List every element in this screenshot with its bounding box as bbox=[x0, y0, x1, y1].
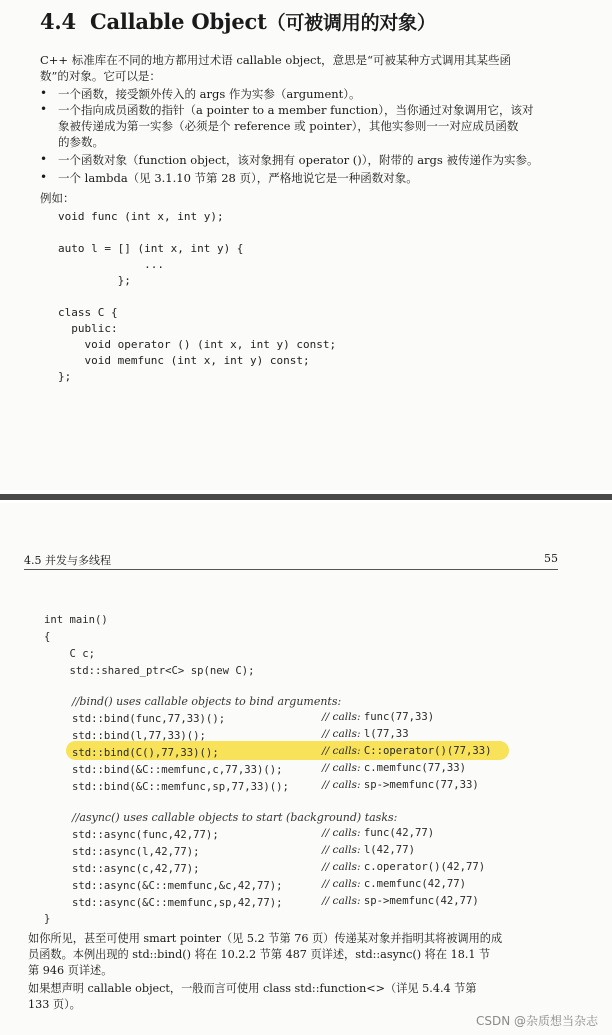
calls-label: // calls: bbox=[322, 878, 361, 890]
bullet-2-line-3: 的参数。 bbox=[58, 135, 104, 149]
para1-line-3: 第 946 页详述。 bbox=[28, 964, 113, 977]
bind-line: std::bind(l,77,33)(); bbox=[72, 730, 206, 742]
calls-annotation bbox=[322, 827, 434, 839]
page-number: 55 bbox=[544, 552, 558, 565]
async-line: std::async(&C::memfunc,&c,42,77); bbox=[72, 880, 283, 892]
bind-line-highlighted: std::bind(C(),77,33)(); bbox=[72, 747, 219, 759]
calls-annotation bbox=[322, 779, 479, 791]
bullet-dot: • bbox=[40, 102, 48, 116]
intro-line-1: C++ 标准库在不同的地方都用过术语 callable object，意思是“可被某种方式调用其某些函 bbox=[40, 53, 511, 67]
calls-annotation bbox=[322, 844, 415, 856]
section-title bbox=[40, 8, 436, 35]
calls-label: // calls: bbox=[322, 728, 361, 740]
calls-annotation-highlighted bbox=[322, 745, 491, 757]
calls-label: // calls: bbox=[322, 779, 361, 791]
bind-comment: //bind() uses callable objects to bind arguments: bbox=[72, 695, 342, 708]
page-divider bbox=[0, 490, 612, 503]
calls-label: // calls: bbox=[322, 745, 361, 757]
calls-value: c.memfunc(42,77) bbox=[363, 878, 466, 890]
calls-label: // calls: bbox=[322, 895, 361, 907]
calls-value: func(77,33) bbox=[363, 711, 435, 723]
running-head-title: 4.5 并发与多线程 bbox=[24, 554, 111, 567]
async-comment: //async() uses callable objects to start (background) tasks: bbox=[72, 811, 398, 824]
intro-line-2: 数”的对象。它可以是： bbox=[40, 69, 161, 83]
calls-value: c.operator()(42,77) bbox=[363, 861, 486, 873]
bullet-2-line-1: 一个指向成员函数的指针（a pointer to a member function），当你通过对象调用它，该对 bbox=[58, 103, 534, 117]
section-title-cn: （可被调用的对象） bbox=[266, 12, 436, 34]
divider-bar bbox=[0, 494, 612, 500]
main-header-code: int main() { C c; std::shared_ptr<C> sp(new C); bbox=[44, 614, 255, 677]
bind-line: std::bind(&C::memfunc,c,77,33)(); bbox=[72, 764, 283, 776]
watermark: CSDN @杂质想当杂志 bbox=[475, 1014, 598, 1028]
calls-annotation bbox=[322, 861, 485, 873]
para1-line-2: 员函数。本例出现的 std::bind() 将在 10.2.2 节第 487 页详述，std::async() 将在 18.1 节 bbox=[28, 948, 491, 961]
calls-annotation bbox=[322, 728, 409, 740]
calls-value: C::operator()(77,33) bbox=[363, 745, 492, 757]
bullet-1-line-1: 一个函数，接受额外传入的 args 作为实参（argument）。 bbox=[58, 87, 361, 101]
section-title-en: Callable Object bbox=[89, 9, 267, 34]
calls-label: // calls: bbox=[322, 861, 361, 873]
calls-value: l(77,33 bbox=[363, 728, 409, 740]
calls-annotation bbox=[322, 711, 434, 723]
para2-line-1: 如果想声明 callable object，一般而言可使用 class std::function<>（详见 5.4.4 节第 bbox=[28, 982, 477, 995]
calls-annotation bbox=[322, 895, 479, 907]
bullet-dot: • bbox=[40, 170, 48, 184]
calls-value: l(42,77) bbox=[363, 844, 415, 856]
para2-line-2: 133 页）。 bbox=[28, 998, 81, 1011]
calls-label: // calls: bbox=[322, 827, 361, 839]
bullet-dot: • bbox=[40, 86, 48, 100]
code-example: void func (int x, int y); auto l = [] (int x, int y) { ... }; class C { public: void operator () (int x, int y) const; void memfunc (int x, int y) const; }; bbox=[58, 210, 337, 383]
para1-line-1: 如你所见，甚至可使用 smart pointer（见 5.2 节第 76 页）传递某对象并指明其将被调用的成 bbox=[28, 932, 503, 945]
bullet-dot: • bbox=[40, 152, 48, 166]
top-page bbox=[0, 0, 612, 490]
calls-label: // calls: bbox=[322, 711, 361, 723]
bullet-4-line-1: 一个 lambda（见 3.1.10 节第 28 页），严格地说它是一种函数对象。 bbox=[58, 171, 418, 185]
section-number: 4.4 bbox=[40, 9, 76, 34]
calls-value: c.memfunc(77,33) bbox=[363, 762, 466, 774]
bind-line: std::bind(&C::memfunc,sp,77,33)(); bbox=[72, 781, 289, 793]
bind-line: std::bind(func,77,33)(); bbox=[72, 713, 226, 725]
closing-brace: } bbox=[44, 913, 51, 925]
async-line: std::async(func,42,77); bbox=[72, 829, 219, 841]
async-line: std::async(c,42,77); bbox=[72, 863, 200, 875]
calls-value: sp->memfunc(42,77) bbox=[363, 895, 479, 907]
bullet-2-line-2: 象被传递成为第一实参（必须是个 reference 或 pointer），其他实参则一一对应成员函数 bbox=[58, 119, 519, 133]
running-header bbox=[24, 552, 558, 570]
calls-label: // calls: bbox=[322, 844, 361, 856]
async-line: std::async(l,42,77); bbox=[72, 846, 200, 858]
calls-value: func(42,77) bbox=[363, 827, 435, 839]
calls-label: // calls: bbox=[322, 762, 361, 774]
bullet-3-line-1: 一个函数对象（function object，该对象拥有 operator ()），附带的 args 被传递作为实参。 bbox=[58, 153, 539, 167]
calls-value: sp->memfunc(77,33) bbox=[363, 779, 479, 791]
calls-annotation bbox=[322, 878, 466, 890]
async-line: std::async(&C::memfunc,sp,42,77); bbox=[72, 897, 283, 909]
example-label: 例如： bbox=[40, 191, 75, 205]
calls-annotation bbox=[322, 762, 466, 774]
